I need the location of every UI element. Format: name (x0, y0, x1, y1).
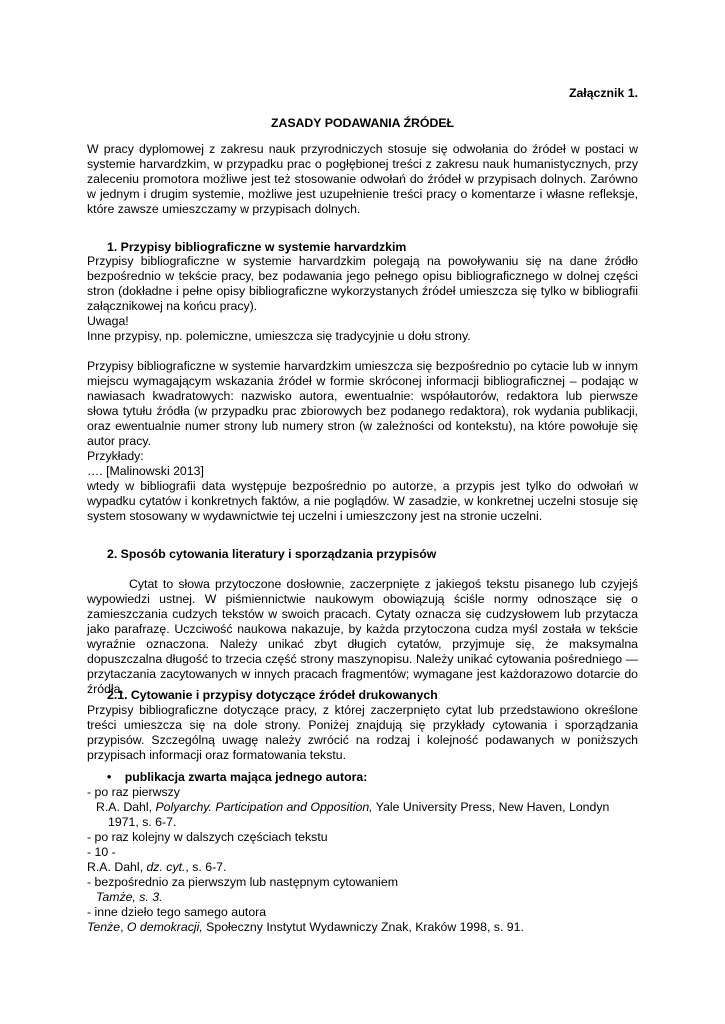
citation-1-author: R.A. Dahl, (96, 800, 156, 814)
other-work-label: - inne dzieło tego samego autora (87, 905, 267, 919)
section-2-heading: 2. Sposób cytowania literatury i sporządzania przypisów (107, 547, 437, 561)
bullet-item (87, 770, 658, 785)
citation-1-title: Polyarchy. Participation and Opposition, (155, 800, 373, 814)
bullet-text: publikacja zwarta mająca jednego autora: (124, 770, 368, 784)
citation-3-author: Tenże (87, 920, 121, 934)
citation-2-author: R.A. Dahl, (87, 860, 147, 874)
ibid-citation: Tamże, s. 3. (96, 890, 163, 904)
citation-2 (87, 860, 638, 875)
first-citation-label: - po raz pierwszy (87, 785, 180, 799)
page-title: ZASADY PODAWANIA ŹRÓDEŁ (270, 116, 455, 130)
example-citation: …. [Malinowski 2013] (87, 464, 204, 478)
citation-2-title: dz. cyt. (146, 860, 186, 874)
section-1-paragraph-1: Przypisy bibliograficzne w systemie harvardzkim polegają na powoływaniu się na dane źródło bezpośrednio w tekście pracy, bez podawania jego pełnego opisu bibliograficznego w dolnej części stron (dokładne i pełne opisy bibliograficzne wykorzystanych źródeł umieszcza się tylko w bibliografii załącznikowej na końcu pracy). (87, 254, 638, 313)
subsection-paragraph: Przypisy bibliograficzne dotyczące pracy, z której zaczerpnięto cytat lub przedstawiono określone treści umieszcza się na dole strony. Poniżej znajdują się przykłady cytowania i sporządzania przypisów. Szczególną uwagę należy zwrócić na rodzaj i kolejność podawanych w poniższych przypisach informacji oraz formatowania tekstu. (87, 703, 638, 762)
bullet-icon: • (107, 770, 112, 784)
subsection-heading: 2.1. Cytowanie i przypisy dotyczące źródeł drukowanych (107, 688, 438, 702)
citation-3-publisher: Społeczny Instytut Wydawniczy Znak, Kraków 1998, s. 91. (202, 920, 524, 934)
citation-2-pages: , s. 6-7. (185, 860, 227, 874)
direct-citation-label: - bezpośrednio za pierwszym lub następnym cytowaniem (87, 875, 398, 889)
note-label: Uwaga! (87, 314, 129, 328)
intro-paragraph: W pracy dyplomowej z zakresu nauk przyrodniczych stosuje się odwołania do źródeł w postaci w systemie harvardzkim, w przypadku prac o pogłębionej treści z zakresu nauk humanistycznych, przy zaleceniu promotora możliwe jest też stosowanie odwołań do źródeł w przypisach dolnych. Zarówno w jednym i drugim systemie, możliwe jest uzupełnienie treści pracy o komentarze i własne refleksje, które zawsze umieszczamy w przypisach dolnych. (87, 142, 638, 216)
citation-1-continued: 1971, s. 6-7. (108, 815, 177, 829)
section-1-paragraph-2: Przypisy bibliograficzne w systemie harvardzkim umieszcza się bezpośrednio po cytacie lub w innym miejscu wymagającym wskazania źródeł w formie skróconej informacji bibliograficznej – podając w nawiasach kwadratowych: nazwisko autora, ewentualnie: współautorów, redaktora lub pierwsze słowa tytułu źródła (w przypadku prac zbiorowych bez podanego redaktora), rok wydania publikacji, oraz ewentualnie numer strony lub numery stron (w zależności od kontekstu), na które powołuje się autor pracy. (87, 359, 638, 448)
note-text: Inne przypisy, np. polemiczne, umieszcza się tradycyjnie u dołu strony. (87, 329, 471, 343)
next-citation-label: - po raz kolejny w dalszych częściach tekstu (87, 830, 328, 844)
section-2-paragraph-1: Cytat to słowa przytoczone dosłownie, zaczerpnięte z jakiegoś tekstu pisanego lub czyjejś wypowiedzi ustnej. W piśmiennictwie naukowym obowiązują ściśle normy odnoszące się o zamieszczania cudzych tekstów w swoich pracach. Cytaty oznacza się cudzysłowem lub przytacza jako parafrazę. Uczciwość naukowa nakazuje, by każda przytoczona cudza myśl została w tekście wyraźnie oznaczona. Należy unikać zbyt długich cytatów, przyjmuje się, że maksymalna dopuszczalna długość to trzecia część strony maszynopisu. Należy unikać cytowania pośredniego — przytaczania zacytowanych w innych pracach fragmentów; wymagane jest każdorazowo dotarcie do źródła. (87, 577, 638, 696)
citation-3: Tenże, O demokracji, Społeczny Instytut Wydawniczy Znak, Kraków 1998, s. 91. (87, 920, 524, 934)
section-1-paragraph-3: wtedy w bibliografii data występuje bezpośrednio po autorze, a przypis jest tylko do odwołań w wypadku cytatów i konkretnych faktów, a nie poglądów. W zasadzie, w konkretnej uczelni stosuje się system stosowany w wydawnictwie tej uczelni i umieszczony jest na stronie uczelni. (87, 479, 638, 523)
citation-1 (87, 800, 638, 815)
section-1-heading: 1. Przypisy bibliograficzne w systemie harvardzkim (107, 240, 407, 254)
attachment-label: Załącznik 1. (568, 86, 638, 100)
citation-1-publisher: Yale University Press, New Haven, Londyn (372, 800, 610, 814)
examples-label: Przykłady: (87, 449, 144, 463)
page-number: - 10 - (87, 845, 116, 859)
citation-3-title: O demokracji, (126, 920, 203, 934)
